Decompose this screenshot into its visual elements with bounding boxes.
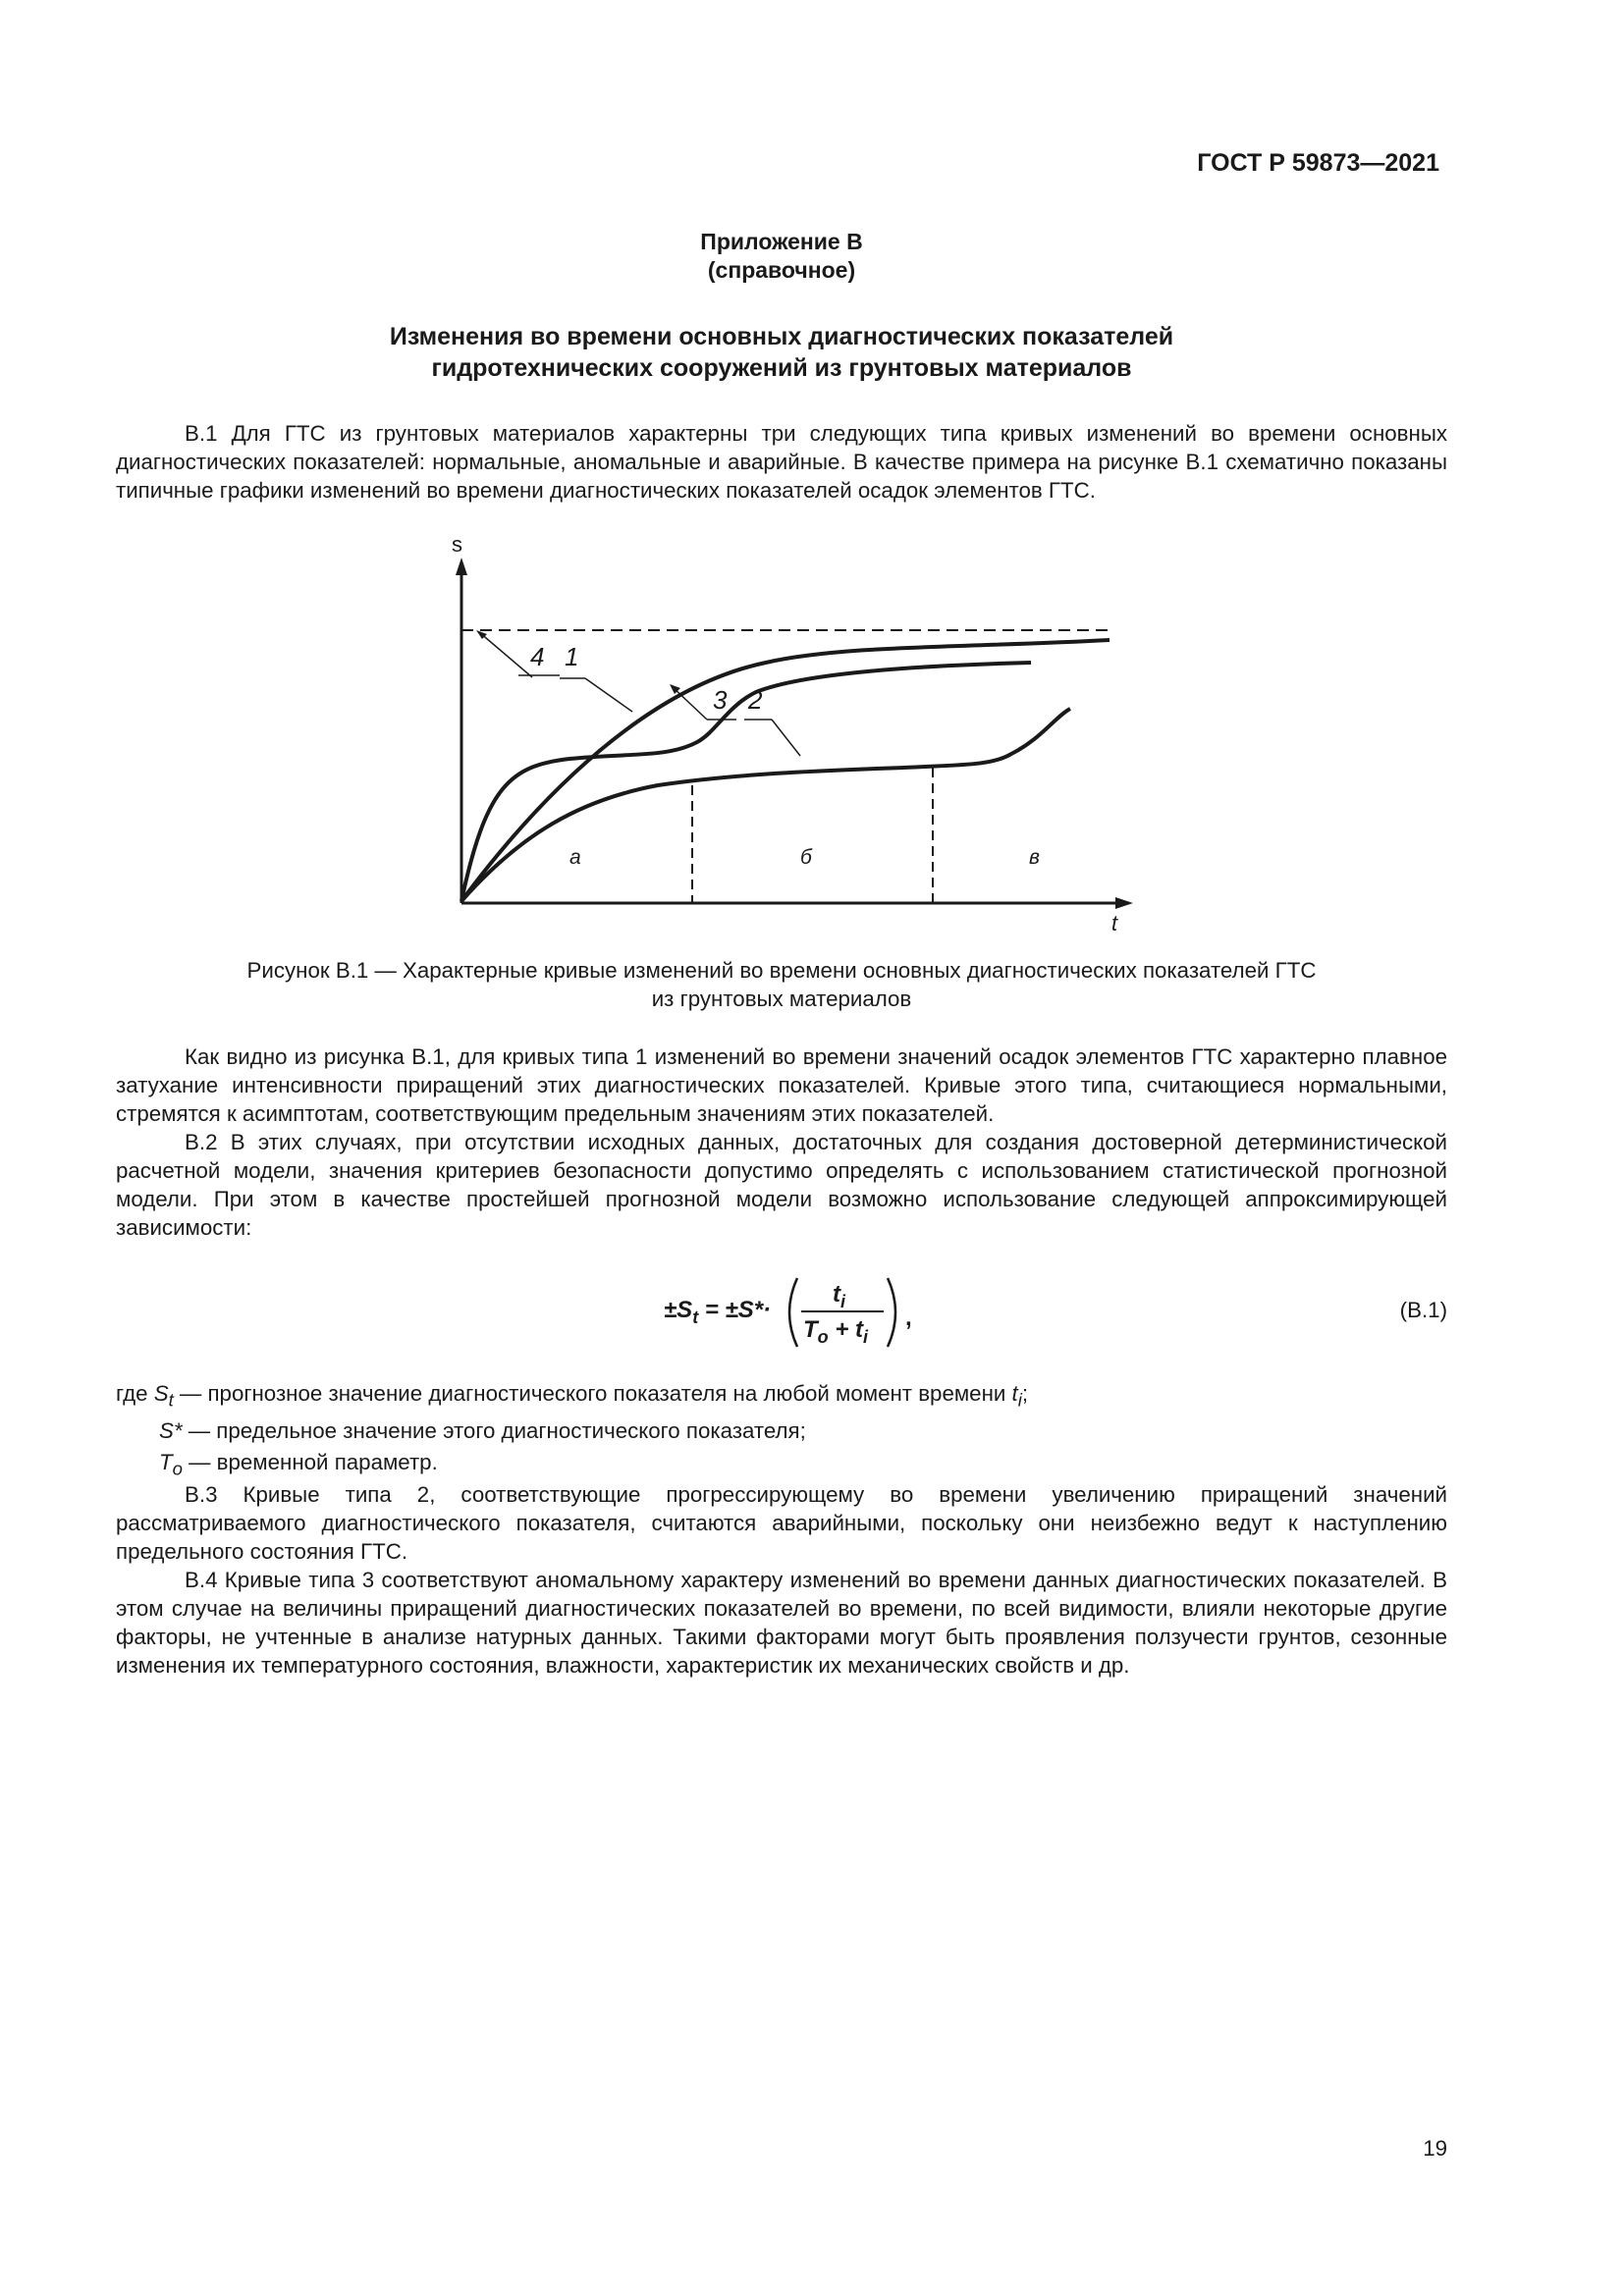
- y-axis-label: s: [452, 532, 462, 557]
- paragraph-after-figure: Как видно из рисунка В.1, для кривых типа 1 изменений во времени значений осадок элементов ГТС характерно плавное затухание интенсивности приращений этих диагностических показателей. Кривые этого типа, считающиеся нормальными, стремятся к асимптотам, соответствующим предельным значениям этих показателей.: [116, 1044, 1447, 1126]
- body-block-2: [116, 1480, 1447, 1680]
- formula-num: t: [833, 1281, 840, 1308]
- formula-num-sub: i: [840, 1292, 846, 1311]
- page-number: 19: [1423, 2136, 1447, 2161]
- formula-lhs: ±S: [664, 1297, 693, 1323]
- x-axis-label: t: [1111, 911, 1118, 935]
- curve-label-4: 4: [530, 642, 545, 671]
- left-paren: [789, 1278, 797, 1347]
- paragraph-b4: В.4 Кривые типа 3 соответствуют аномальному характеру изменений во времени данных диагностических показателей. В этом случае на величины приращений диагностических показателей во времени, по всей видимости, влияли некоторые другие факторы, не учтенные в анализе натурных данных. Такими факторами могут быть проявления ползучести грунтов, сезонные изменения их температурного состояния, влажности, характеристик их механических свойств и др.: [116, 1568, 1447, 1678]
- annex-heading: [116, 321, 1447, 384]
- heading-line-2: гидротехнических сооружений из грунтовых материалов: [431, 354, 1132, 382]
- figure-caption: [116, 956, 1447, 1013]
- leader-2: [772, 720, 800, 756]
- annex-type: (справочное): [707, 257, 856, 283]
- formula-den-plus: + t: [828, 1316, 864, 1343]
- svg-text:±St = ±S*·: [664, 1297, 771, 1327]
- curve-3: [461, 663, 1031, 901]
- figure-svg: [412, 550, 1159, 942]
- curve-1: [461, 640, 1110, 901]
- paragraph-b3: В.3 Кривые типа 2, соответствующие прогрессирующему во времени увеличению приращений значений рассматриваемого диагностического показателя, считаются аварийными, поскольку они неизбежно ведут к наступлению предельного состояния ГТС.: [116, 1482, 1447, 1564]
- formula-den-a: T: [803, 1316, 818, 1343]
- leader-4: [479, 632, 532, 677]
- zone-label-b: б: [800, 846, 812, 869]
- body-block-1: [116, 1042, 1447, 1242]
- heading-line-1: Изменения во времени основных диагностических показателей: [389, 323, 1174, 350]
- formula-tail: ,: [905, 1305, 912, 1331]
- formula-den-b-sub: i: [863, 1327, 869, 1347]
- paragraph-b1: В.1 Для ГТС из грунтовых материалов характерны три следующих типа кривых изменений во времени основных диагностических показателей: нормальные, аномальные и аварийные. В качестве примера на рисунке В.1 схематично показаны типичные графики изменений во времени диагностических показателей осадок элементов ГТС.: [116, 421, 1447, 503]
- definition-s-star: S* — предельное значение этого диагностического показателя;: [159, 1418, 806, 1444]
- formula-den-a-sub: o: [817, 1327, 829, 1347]
- y-axis-arrow: [456, 558, 467, 575]
- formula-eq: = ±S*·: [698, 1297, 772, 1323]
- annex-title: [116, 228, 1447, 285]
- paragraph-b2: В.2 В этих случаях, при отсутствии исходных данных, достаточных для создания достоверной детерминистической расчетной модели, значения критериев безопасности допустимо определять с использованием статистической прогнозной модели. При этом в качестве простейшей прогнозной модели возможно использование следующей аппроксимирующей зависимости:: [116, 1130, 1447, 1240]
- right-paren: [888, 1278, 895, 1347]
- formula-b1: [664, 1266, 919, 1355]
- leader-1: [585, 678, 632, 712]
- curve-label-2: 2: [748, 685, 763, 715]
- definition-st: где $S_t$ — прогнозное значение диагностического показателя на любой момент времени $t_i$;: [116, 1381, 1029, 1411]
- zone-label-v: в: [1029, 846, 1040, 869]
- zone-label-a: а: [569, 846, 581, 869]
- standard-number: ГОСТ Р 59873—2021: [1197, 149, 1439, 177]
- formula-svg: [664, 1266, 919, 1355]
- paragraph-b1-block: [116, 419, 1447, 505]
- equation-number: (В.1): [1399, 1298, 1447, 1322]
- caption-line-1: Рисунок В.1 — Характерные кривые изменений во времени основных диагностических показателей ГТС: [246, 958, 1317, 983]
- definition-to: $T_o$ — временной параметр.: [159, 1450, 438, 1479]
- svg-text:ti: [833, 1281, 846, 1311]
- x-axis-arrow: [1115, 897, 1133, 909]
- formula-lhs-sub: t: [692, 1308, 699, 1327]
- curve-label-1: 1: [565, 642, 579, 671]
- definitions: [116, 1378, 1447, 1485]
- curve-label-3: 3: [713, 685, 728, 715]
- caption-line-2: из грунтовых материалов: [651, 987, 912, 1011]
- svg-text:To + ti: [803, 1316, 869, 1347]
- curve-2: [461, 709, 1070, 901]
- figure-b1: [412, 532, 1159, 942]
- annex-label: Приложение В: [700, 229, 863, 254]
